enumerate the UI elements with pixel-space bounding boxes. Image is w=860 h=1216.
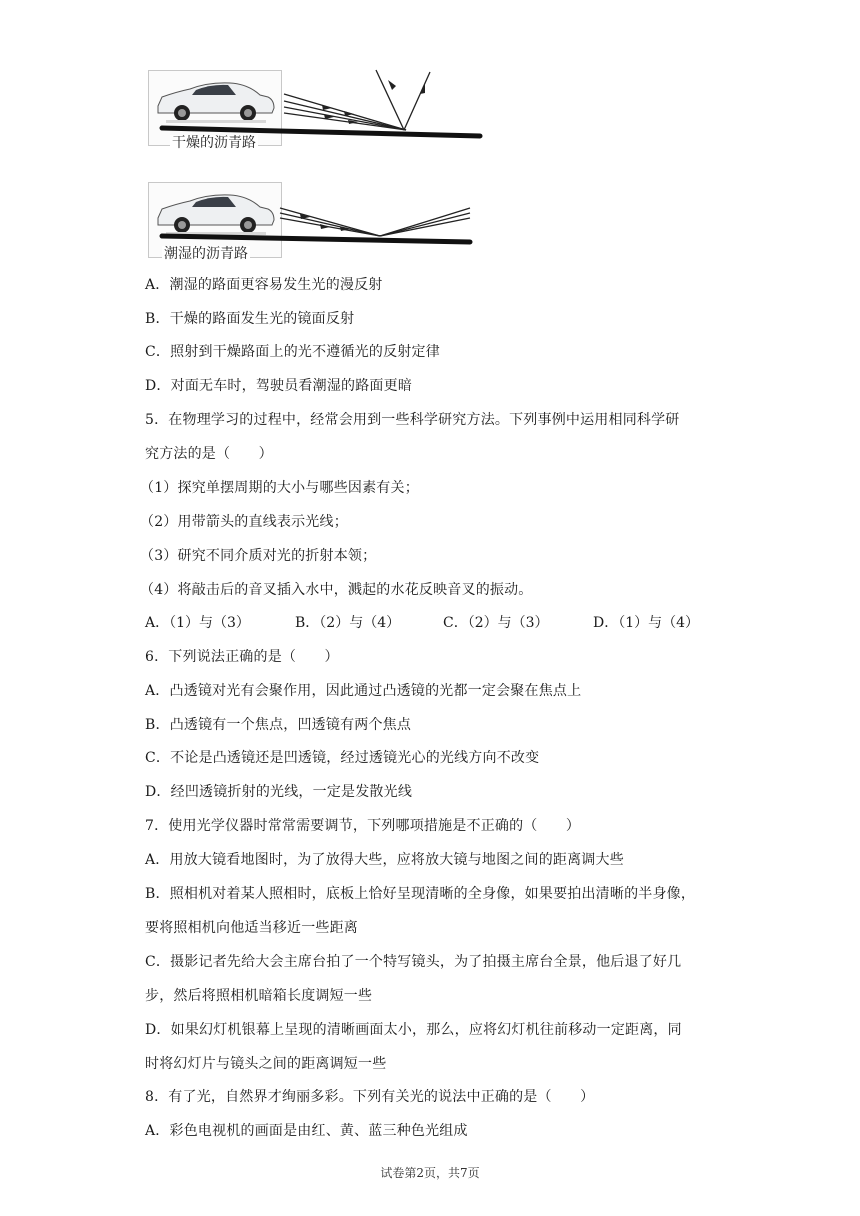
q5-option-c: C．（2）与（3） xyxy=(443,615,549,631)
wet-road-figure xyxy=(144,178,484,262)
q8-stem: 8．有了光，自然界才绚丽多彩。下列有关光的说法中正确的是（ ） xyxy=(145,1089,595,1105)
q7-option-c-cont: 步，然后将照相机暗箱长度调短一些 xyxy=(145,988,373,1004)
dry-road-label: 干燥的沥青路 xyxy=(172,135,256,151)
q8-option-a: A．彩色电视机的画面是由红、黄、蓝三种色光组成 xyxy=(145,1123,468,1139)
q6-option-c: C．不论是凸透镜还是凹透镜，经过透镜光心的光线方向不改变 xyxy=(145,750,540,766)
q5-item-3: （3）研究不同介质对光的折射本领； xyxy=(140,548,377,564)
wet-road-label: 潮湿的沥青路 xyxy=(164,246,248,262)
q5-option-d: D．（1）与（4） xyxy=(593,615,700,631)
q5-item-1: （1）探究单摆周期的大小与哪些因素有关； xyxy=(140,480,419,496)
q4-option-c: C．照射到干燥路面上的光不遵循光的反射定律 xyxy=(145,344,440,360)
q7-stem: 7．使用光学仪器时常常需要调节，下列哪项措施是不正确的（ ） xyxy=(145,818,581,834)
q4-option-b: B．干燥的路面发生光的镜面反射 xyxy=(145,311,355,327)
car-image xyxy=(158,83,274,123)
q5-stem-line1: 5．在物理学习的过程中，经常会用到一些科学研究方法。下列事例中运用相同科学研 xyxy=(145,412,680,428)
q5-stem-line2: 究方法的是（ ） xyxy=(145,446,273,462)
q5-option-b: B．（2）与（4） xyxy=(295,615,401,631)
q7-option-c: C．摄影记者先给大会主席台拍了一个特写镜头，为了拍摄主席台全景，他后退了好几 xyxy=(145,954,682,970)
q6-option-b: B．凸透镜有一个焦点，凹透镜有两个焦点 xyxy=(145,717,412,733)
q7-option-d-cont: 时将幻灯片与镜头之间的距离调短一些 xyxy=(145,1056,387,1072)
q6-option-a: A．凸透镜对光有会聚作用，因此通过凸透镜的光都一定会聚在焦点上 xyxy=(145,683,582,699)
q6-option-d: D．经凹透镜折射的光线，一定是发散光线 xyxy=(145,784,413,800)
q7-option-b: B．照相机对着某人照相时，底板上恰好呈现清晰的全身像，如果要拍出清晰的半身像， xyxy=(145,886,696,902)
q4-option-d: D．对面无车时，驾驶员看潮湿的路面更暗 xyxy=(145,378,413,394)
road-line xyxy=(162,236,470,242)
q4-option-a: A．潮湿的路面更容易发生光的漫反射 xyxy=(145,277,383,293)
q5-item-4: （4）将敲击后的音叉插入水中，溅起的水花反映音叉的振动。 xyxy=(140,582,533,598)
car-image xyxy=(158,195,274,235)
q7-option-a: A．用放大镜看地图时，为了放得大些，应将放大镜与地图之间的距离调大些 xyxy=(145,852,624,868)
q5-item-2: （2）用带箭头的直线表示光线； xyxy=(140,514,348,530)
q7-option-d: D．如果幻灯机银幕上呈现的清晰画面太小，那么，应将幻灯机往前移动一定距离，同 xyxy=(145,1022,682,1038)
page-footer: 试卷第2页，共7页 xyxy=(380,1166,480,1180)
q5-option-a: A．（1）与（3） xyxy=(145,615,250,631)
q6-stem: 6．下列说法正确的是（ ） xyxy=(145,649,339,665)
dry-road-figure xyxy=(144,66,484,150)
q7-option-b-cont: 要将照相机向他适当移近一些距离 xyxy=(145,920,358,936)
